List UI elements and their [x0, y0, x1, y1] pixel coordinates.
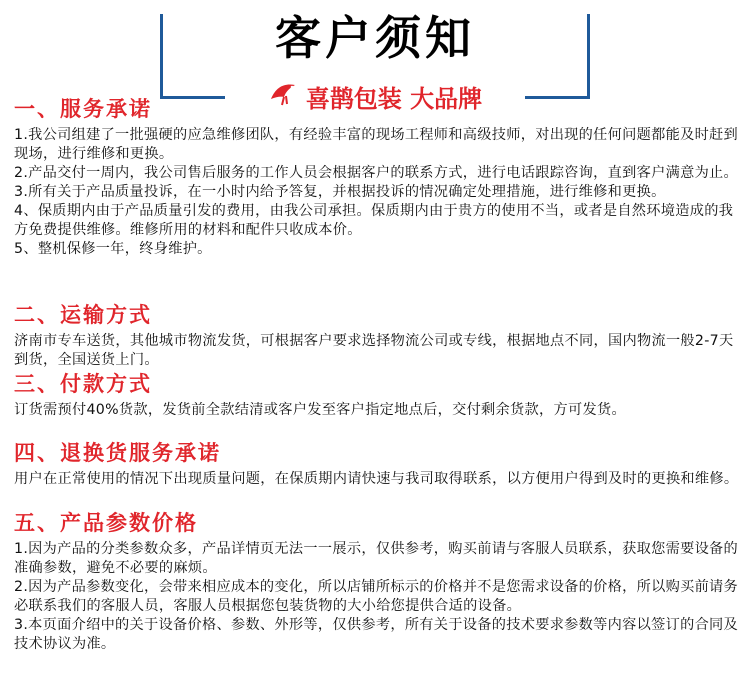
page-title: 客户须知	[275, 11, 475, 65]
paragraph: 5、整机保修一年，终身维护。	[14, 241, 212, 257]
section-heading: 五、产品参数价格	[14, 511, 198, 535]
section-heading: 二、运输方式	[14, 303, 152, 327]
section-service	[14, 96, 740, 259]
section-heading: 四、退换货服务承诺	[14, 441, 221, 465]
brand-text: 喜鹊包装 大品牌	[305, 84, 483, 113]
section-payment	[14, 371, 740, 420]
paragraph: 4、保质期内由于产品质量引发的费用，由我公司承担。保质期内由于贵方的使用不当，或者是自然环境造成的我方免费提供维修。维修所用的材料和配件只收成本价。	[14, 203, 734, 238]
paragraph: 2.产品交付一周内，我公司售后服务的工作人员会根据客户的联系方式，进行电话跟踪咨询，直到客户满意为止。	[14, 165, 739, 181]
paragraph: 1.我公司组建了一批强硬的应急维修团队，有经验丰富的现场工程师和高级技师，对出现的任何问题都能及时赶到现场，进行维修和更换。	[14, 127, 739, 162]
paragraph: 用户在正常使用的情况下出现质量问题，在保质期内请快速与我司取得联系，以方便用户得到及时的更换和维修。	[14, 471, 739, 487]
paragraph: 济南市专车送货，其他城市物流发货，可根据客户要求选择物流公司或专线，根据地点不同，国内物流一般2-7天到货，全国送货上门。	[14, 333, 734, 368]
section-returns	[14, 440, 740, 489]
section-heading: 三、付款方式	[14, 372, 152, 396]
section-shipping	[14, 302, 740, 370]
section-heading: 一、服务承诺	[14, 97, 152, 121]
paragraph: 2.因为产品参数变化，会带来相应成本的变化，所以店铺所标示的价格并不是您需求设备的价格，所以购买前请务必联系我们的客服人员，客服人员根据您包装货物的大小给您提供合适的设备。	[14, 579, 739, 614]
paragraph: 3.本页面介绍中的关于设备价格、参数、外形等，仅供参考，所有关于设备的技术要求参数等内容以签订的合同及技术协议为准。	[14, 617, 739, 652]
paragraph: 1.因为产品的分类参数众多，产品详情页无法一一展示，仅供参考，购买前请与客服人员联系，获取您需要设备的准确参数，避免不必要的麻烦。	[14, 541, 739, 576]
paragraph: 3.所有关于产品质量投诉，在一小时内给予答复，并根据投诉的情况确定处理措施，进行维修和更换。	[14, 184, 666, 200]
paragraph: 订货需预付40%货款，发货前全款结清或客户发至客户指定地点后，交付剩余货款，方可发货。	[14, 402, 626, 418]
section-pricing	[14, 510, 740, 654]
